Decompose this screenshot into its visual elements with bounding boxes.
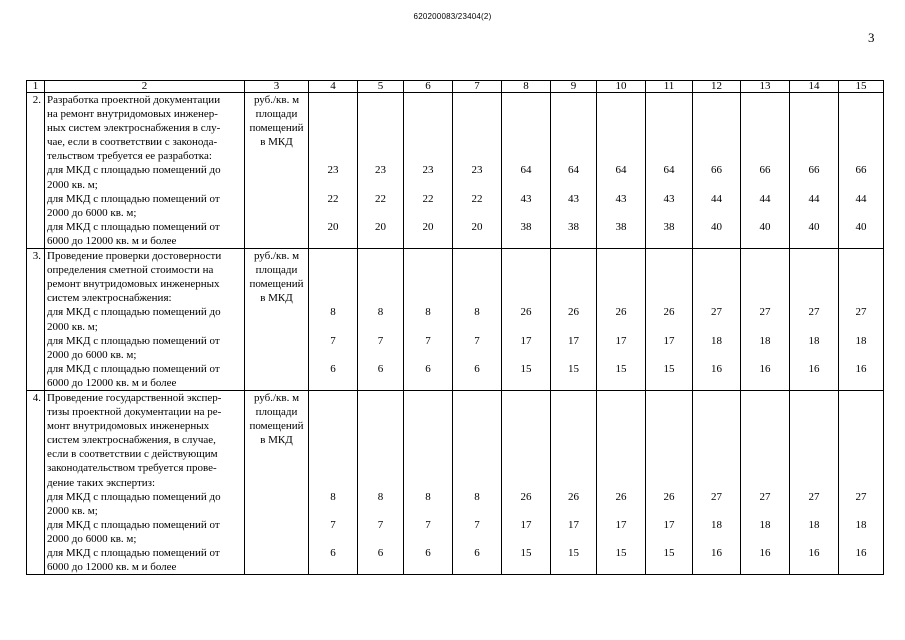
value-cell	[646, 390, 693, 574]
tariff-value: 27	[711, 490, 722, 503]
tariff-value: 26	[520, 306, 532, 319]
tariff-value: 66	[759, 164, 771, 177]
unit-line: в МКД	[260, 434, 293, 447]
description-line: монт внутридомовых инженерных	[47, 420, 210, 433]
work-description	[45, 390, 245, 574]
tariff-value: 26	[568, 306, 579, 319]
tariff-value: 22	[327, 192, 339, 205]
tariff-value: 66	[855, 164, 867, 177]
tariff-value: 16	[711, 547, 722, 559]
tariff-value: 6	[474, 547, 480, 559]
tariff-value: 64	[663, 164, 675, 177]
description-line: систем электроснабжения, в случае,	[47, 434, 216, 447]
value-cell	[646, 93, 693, 249]
unit-line: помещений	[249, 122, 304, 135]
tariff-value: 17	[615, 334, 627, 347]
tariff-value: 8	[330, 490, 336, 503]
tariff-value: 7	[425, 334, 431, 347]
value-cell	[693, 93, 741, 249]
tariff-value: 20	[327, 220, 339, 233]
description-line: систем электроснабжения:	[47, 292, 172, 305]
unit-line: помещений	[249, 420, 304, 433]
value-cell	[597, 93, 646, 249]
value-cell	[502, 249, 551, 391]
tariff-value: 6	[377, 362, 384, 375]
description-line: для МКД с площадью помещений до	[47, 164, 221, 177]
value-cell	[404, 93, 453, 249]
row-number: 4.	[27, 390, 45, 574]
value-cell	[741, 249, 790, 391]
tariff-value: 22	[375, 192, 386, 205]
description-line: чае, если в соответствии с законода-	[47, 136, 218, 149]
description-line: 6000 до 12000 кв. м и более	[47, 561, 177, 574]
tariff-value: 44	[711, 192, 722, 205]
tariff-value: 7	[474, 518, 480, 531]
tariff-value: 23	[327, 164, 339, 177]
tariff-value: 20	[471, 220, 483, 233]
tariff-value: 44	[808, 192, 820, 205]
value-cell	[551, 249, 597, 391]
tariff-value: 7	[474, 334, 480, 347]
tariff-value: 40	[759, 220, 771, 233]
unit-line: помещений	[249, 278, 304, 291]
tariff-value: 18	[808, 518, 820, 531]
value-cell	[693, 249, 741, 391]
tariff-value: 15	[520, 547, 532, 559]
table-row	[27, 93, 884, 249]
row-number: 2.	[27, 93, 45, 249]
unit-line: руб./кв. м	[253, 94, 300, 106]
column-header: 10	[597, 81, 646, 93]
column-header: 9	[551, 81, 597, 93]
value-cell	[839, 390, 884, 574]
unit-line: площади	[255, 108, 298, 121]
description-line: определения сметной стоимости на	[47, 264, 214, 277]
tariff-value: 7	[330, 334, 336, 347]
value-cell	[839, 249, 884, 391]
value-cell	[502, 390, 551, 574]
description-line: ных систем электроснабжения в слу-	[47, 122, 221, 135]
tariff-value: 38	[615, 220, 627, 233]
value-cell	[790, 249, 839, 391]
value-cell	[453, 390, 502, 574]
tariff-value: 64	[520, 164, 532, 177]
tariff-value: 16	[711, 362, 722, 375]
description-line: 2000 до 6000 кв. м;	[47, 532, 137, 545]
table-row	[27, 390, 884, 574]
column-header: 3	[245, 81, 309, 93]
description-line: 2000 кв. м;	[47, 320, 98, 333]
tariff-value: 27	[855, 306, 867, 319]
tariff-value: 43	[615, 192, 627, 205]
value-cell	[309, 249, 358, 391]
tariff-value: 18	[711, 334, 722, 347]
column-header: 1	[27, 81, 45, 93]
description-line: Проведение государственной экспер-	[47, 391, 222, 404]
tariff-value: 18	[855, 518, 867, 531]
description-line: 2000 кв. м;	[47, 178, 98, 191]
value-cell	[741, 93, 790, 249]
value-cell	[453, 249, 502, 391]
tariff-value: 38	[520, 220, 532, 233]
value-cell	[309, 390, 358, 574]
tariff-value: 18	[759, 518, 771, 531]
tariff-value: 27	[855, 490, 867, 503]
tariff-value: 43	[568, 192, 579, 205]
tariff-value: 7	[377, 518, 384, 531]
tariff-value: 15	[615, 362, 627, 375]
column-header: 7	[453, 81, 502, 93]
value-cell	[839, 93, 884, 249]
tariff-value: 8	[474, 490, 480, 503]
tariff-value: 23	[422, 164, 434, 177]
tariff-value: 15	[615, 547, 627, 559]
tariff-value: 6	[425, 547, 431, 559]
document-id: 620200083/23404(2)	[413, 12, 492, 21]
description-line: для МКД с площадью помещений до	[47, 490, 221, 503]
tariff-value: 18	[711, 518, 722, 531]
description-line: Разработка проектной документации	[47, 94, 221, 106]
value-cell	[597, 249, 646, 391]
tariff-value: 8	[377, 306, 384, 319]
unit-of-measure	[245, 249, 309, 391]
column-header: 5	[358, 81, 404, 93]
value-cell	[404, 390, 453, 574]
description-line: на ремонт внутридомовых инженер-	[47, 108, 218, 121]
tariff-value: 15	[663, 547, 675, 559]
description-line: для МКД с площадью помещений от	[47, 362, 220, 375]
tariff-value: 6	[330, 362, 336, 375]
tariff-value: 64	[615, 164, 627, 177]
tariff-value: 40	[808, 220, 820, 233]
row-number: 3.	[27, 249, 45, 391]
tariff-value: 17	[663, 518, 675, 531]
tariff-value: 16	[759, 362, 771, 375]
value-cell	[693, 390, 741, 574]
value-cell	[453, 93, 502, 249]
description-line: для МКД с площадью помещений от	[47, 220, 220, 233]
tariff-value: 26	[568, 490, 579, 503]
tariff-value: 27	[808, 306, 820, 319]
value-cell	[790, 93, 839, 249]
description-line: законодательством требуется прове-	[47, 462, 217, 475]
tariff-value: 16	[808, 362, 820, 375]
tariff-value: 66	[711, 164, 722, 177]
tariff-value: 26	[615, 490, 627, 503]
tariff-value: 15	[568, 547, 579, 559]
tariff-value: 18	[855, 334, 867, 347]
description-line: если в соответствии с действующим	[47, 448, 218, 461]
page-number: 3	[868, 30, 875, 45]
unit-line: руб./кв. м	[253, 250, 300, 263]
tariff-value: 8	[425, 490, 431, 503]
tariff-value: 7	[425, 518, 431, 531]
table-body	[27, 93, 884, 575]
tariff-value: 64	[568, 164, 579, 177]
description-line: Проведение проверки достоверности	[47, 250, 222, 263]
tariff-value: 40	[711, 220, 722, 233]
tariff-value: 7	[330, 518, 336, 531]
description-line: дение таких экспертиз:	[47, 476, 156, 489]
value-cell	[404, 249, 453, 391]
tariff-value: 16	[759, 547, 771, 559]
tariff-value: 16	[855, 547, 867, 559]
tariff-value: 17	[520, 518, 532, 531]
tariff-value: 7	[377, 334, 384, 347]
tariff-value: 26	[663, 306, 675, 319]
value-cell	[551, 390, 597, 574]
tariff-value: 17	[568, 334, 579, 347]
column-header: 12	[693, 81, 741, 93]
tariff-value: 6	[474, 362, 480, 375]
tariff-value: 20	[375, 220, 386, 233]
description-line: для МКД с площадью помещений до	[47, 306, 221, 319]
tariff-value: 18	[808, 334, 820, 347]
tariff-value: 27	[759, 490, 771, 503]
value-cell	[358, 390, 404, 574]
tariff-value: 22	[422, 192, 434, 205]
description-line: для МКД с площадью помещений от	[47, 192, 220, 205]
description-line: 6000 до 12000 кв. м и более	[47, 376, 177, 389]
tariff-value: 8	[377, 490, 384, 503]
column-header: 11	[646, 81, 693, 93]
column-number-row	[27, 81, 884, 93]
unit-of-measure	[245, 390, 309, 574]
tariff-value: 17	[568, 518, 579, 531]
column-header: 6	[404, 81, 453, 93]
value-cell	[502, 93, 551, 249]
value-cell	[646, 249, 693, 391]
tariff-value: 43	[663, 192, 675, 205]
tariff-value: 27	[808, 490, 820, 503]
unit-line: площади	[255, 264, 298, 277]
tariff-value: 40	[855, 220, 867, 233]
tariff-value: 23	[471, 164, 483, 177]
tariff-value: 27	[759, 306, 771, 319]
description-line: 2000 кв. м;	[47, 504, 98, 517]
tariff-value: 17	[520, 334, 532, 347]
unit-line: в МКД	[260, 292, 293, 305]
tariff-value: 26	[615, 306, 627, 319]
unit-line: в МКД	[260, 136, 293, 149]
value-cell	[551, 93, 597, 249]
tariff-value: 6	[377, 547, 384, 559]
description-line: ремонт внутридомовых инженерных	[47, 278, 220, 291]
description-line: для МКД с площадью помещений от	[47, 518, 220, 531]
column-header: 13	[741, 81, 790, 93]
column-header: 2	[45, 81, 245, 93]
tariff-value: 20	[422, 220, 434, 233]
tariff-value: 8	[425, 306, 431, 319]
tariff-value: 8	[330, 306, 336, 319]
column-header: 15	[839, 81, 884, 93]
tariff-value: 26	[520, 490, 532, 503]
tariff-value: 15	[520, 362, 532, 375]
tariff-value: 22	[471, 192, 483, 205]
column-header: 8	[502, 81, 551, 93]
unit-line: руб./кв. м	[253, 391, 300, 404]
tariff-value: 44	[855, 192, 867, 205]
value-cell	[358, 93, 404, 249]
description-line: тизы проектной документации на ре-	[47, 406, 222, 419]
tariff-value: 6	[330, 547, 336, 559]
tariff-table	[26, 80, 884, 575]
value-cell	[741, 390, 790, 574]
tariff-value: 44	[759, 192, 771, 205]
tariff-value: 43	[520, 192, 532, 205]
tariff-value: 16	[808, 547, 820, 559]
tariff-value: 27	[711, 306, 722, 319]
description-line: для МКД с площадью помещений от	[47, 547, 220, 559]
unit-of-measure	[245, 93, 309, 249]
work-description	[45, 93, 245, 249]
description-line: 2000 до 6000 кв. м;	[47, 206, 137, 219]
description-line: для МКД с площадью помещений от	[47, 334, 220, 347]
description-line: 2000 до 6000 кв. м;	[47, 348, 137, 361]
tariff-value: 17	[615, 518, 627, 531]
tariff-value: 6	[425, 362, 431, 375]
tariff-value: 15	[663, 362, 675, 375]
column-header: 4	[309, 81, 358, 93]
tariff-value: 17	[663, 334, 675, 347]
column-header: 14	[790, 81, 839, 93]
value-cell	[309, 93, 358, 249]
description-line: 6000 до 12000 кв. м и более	[47, 234, 177, 247]
tariff-value: 66	[808, 164, 820, 177]
tariff-value: 18	[759, 334, 771, 347]
description-line: тельством требуется ее разработка:	[47, 150, 212, 163]
value-cell	[790, 390, 839, 574]
value-cell	[358, 249, 404, 391]
work-description	[45, 249, 245, 391]
unit-line: площади	[255, 406, 298, 419]
tariff-value: 26	[663, 490, 675, 503]
tariff-value: 38	[568, 220, 579, 233]
tariff-value: 15	[568, 362, 579, 375]
table-row	[27, 249, 884, 391]
tariff-value: 16	[855, 362, 867, 375]
tariff-value: 38	[663, 220, 675, 233]
value-cell	[597, 390, 646, 574]
tariff-value: 23	[375, 164, 386, 177]
tariff-value: 8	[474, 306, 480, 319]
